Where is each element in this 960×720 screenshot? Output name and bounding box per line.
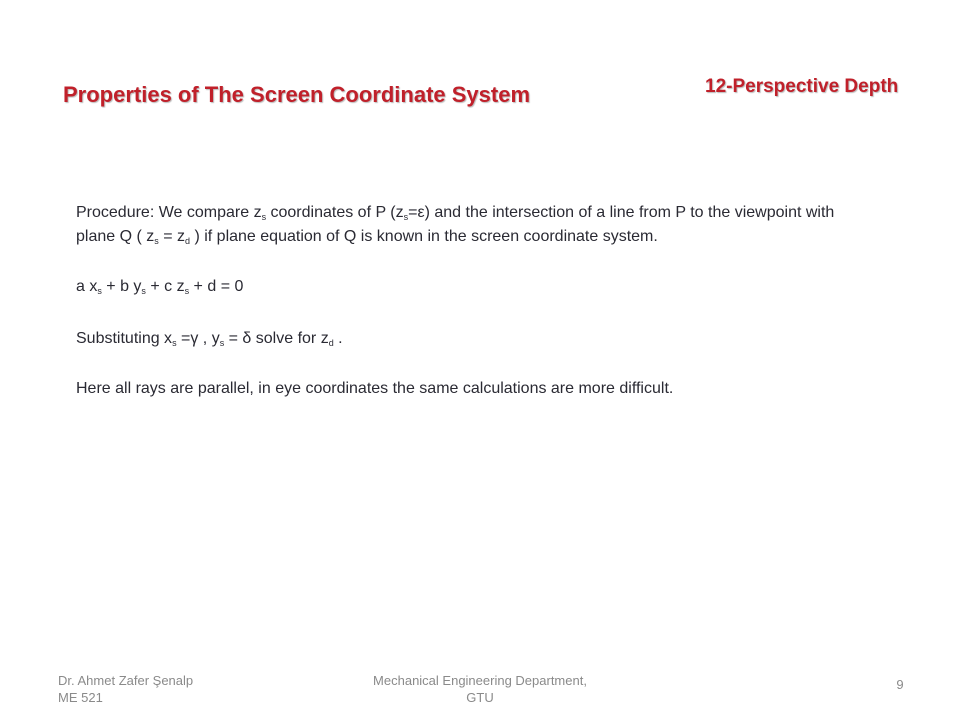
substitution-line: Substituting $x_s =\gamma$ , $y_s = \delta$ solve for $z_d$ . xyxy=(76,330,343,348)
page-number: 9 xyxy=(896,677,904,692)
author-name: Dr. Ahmet Zafer Şenalp xyxy=(58,673,194,688)
university-name: GTU xyxy=(466,690,494,705)
plane-equation: a $x_s + b$ $y_s + c$ $z_s + d = 0$ xyxy=(76,278,244,296)
department-name: Mechanical Engineering Department, xyxy=(373,673,587,688)
footer-department xyxy=(340,672,620,706)
procedure-paragraph: Procedure: We compare $z_s$ coordinates of P $(z_s=\varepsilon)$ and the intersection of a line from P to the viewpoint with plane Q ( $z_s = z_d$ ) if plane equation of Q is known in the screen coordinate system. xyxy=(76,204,835,246)
slide-title: Properties of The Screen Coordinate System xyxy=(63,82,531,107)
footer-author xyxy=(58,672,193,706)
slide-content xyxy=(76,201,856,401)
slide-subtitle: 12-Perspective Depth xyxy=(705,76,899,97)
parallel-rays-note: Here all rays are parallel, in eye coordinates the same calculations are more difficult. xyxy=(76,380,674,397)
course-code: ME 521 xyxy=(58,690,103,705)
